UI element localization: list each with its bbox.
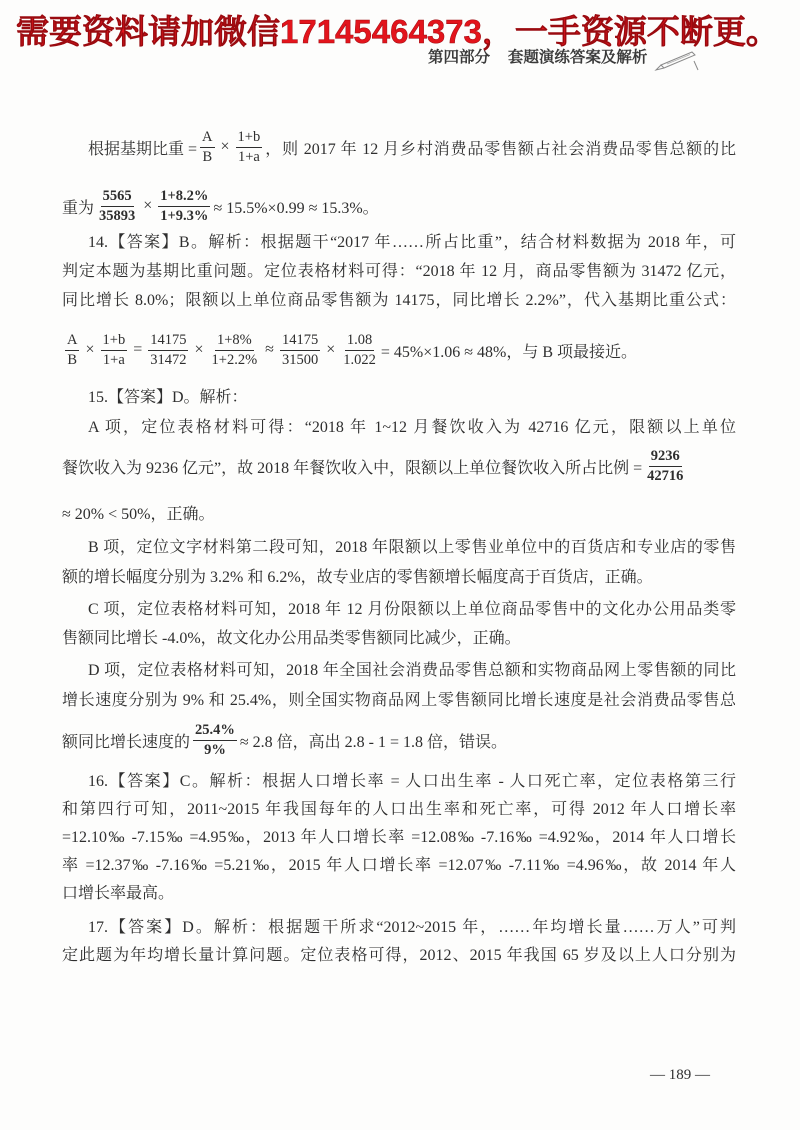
intro-line-2 [62,186,379,226]
fraction [148,332,188,369]
operator: × [326,341,336,358]
operator: × [85,341,95,358]
page-number: — 189 — [650,1067,710,1083]
fraction-denominator: B [202,148,213,165]
q15-heading: 15.【答案】D。解析： [88,389,248,406]
fraction-numerator: 9236 [649,448,682,467]
q14-text-line: 判定本题为基期比重问题。定位表格材料可得：“2018 年 12 月，商品零售额为 31472 亿元， [62,263,736,280]
q15-option-a-formula-line [62,446,688,486]
fraction-numerator: 1.08 [345,332,374,351]
q15-option-b-line: 额的增长幅度分别为 3.2% 和 6.2%，故专业店的零售额增长幅度高于百货店，正确。 [62,569,653,586]
fraction-denominator: 1+2.2% [211,351,258,368]
fraction-denominator: 1+9.3% [160,207,209,224]
operator: = [133,341,143,358]
fraction-numerator: 1+8.2% [158,188,210,207]
fraction [200,129,214,166]
q16-text-line: 和第四行可知，2011~2015 年我国每年的人口出生率和死亡率，可得 2012 年人口增长率 [62,801,736,818]
watermark-banner: 需要资料请加微信17145464373，一手资源不断更。 [16,13,779,50]
fraction-denominator: 31500 [281,351,319,368]
operator: × [220,138,230,155]
fraction-numerator: A [200,129,214,148]
operator: ≈ [265,341,274,358]
q17-text-line: 定此题为年均增长量计算问题。定位表格可得，2012、2015 年我国 65 岁及以上人口分别为 [62,947,736,964]
fraction-numerator: 14175 [148,332,188,351]
fraction-numerator: 1+b [236,129,263,148]
q15-option-d-line: D 项，定位表格材料可知，2018 年全国社会消费品零售总额和实物商品网上零售额的同比 [88,662,736,679]
fraction [158,188,210,225]
fraction-numerator: A [65,332,79,351]
fraction-denominator: 35893 [99,207,136,224]
q15-option-a-line: ≈ 20% < 50%，正确。 [62,506,215,523]
q16-text-line: =12.10‰ -7.15‰ =4.95‰，2013 年人口增长率 =12.08‰ -7.16‰ =4.92‰，2014 年人口增长 [62,829,736,846]
q15-option-d-line: 增长速度分别为 9% 和 25.4%，则全国实物商品网上零售额同比增长速度是社会消费品零售总 [62,692,736,709]
fraction [65,332,79,369]
fraction-denominator: 42716 [647,467,684,484]
fraction-denominator: 31472 [150,351,187,368]
fraction-denominator: 1.022 [343,351,376,368]
running-head-part: 第四部分 [428,49,491,66]
q17-text-line: 17.【答案】D。解析：根据题干所求“2012~2015 年，……年均增长量……万人”可判 [88,919,736,936]
q14-text-line: 14.【答案】B。解析：根据题干“2017 年……所占比重”，结合材料数据为 2018 年，可 [88,234,736,251]
fraction-numerator: 5565 [101,188,134,207]
intro-tail-text: ≈ 15.5%×0.99 ≈ 15.3%。 [213,199,379,217]
intro-tail-text: ，则 2017 年 12 月乡村消费品零售额占社会消费品零售总额的比 [265,140,736,158]
fraction [341,332,378,369]
q14-formula-line [62,330,637,370]
fraction-denominator: B [67,351,78,368]
running-head-title: 套题演练答案及解析 [507,49,648,66]
q15-option-d-text: ≈ 2.8 倍，高出 2.8 - 1 = 1.8 倍，错误。 [239,733,508,751]
intro-line-1 [88,127,736,167]
fraction [101,332,128,369]
q16-text-line: 口增长率最高。 [62,885,175,902]
intro-lead-text: 重为 [62,199,95,217]
q15-option-c-line: C 项，定位表格材料可知，2018 年 12 月份限额以上单位商品零售中的文化办公用品类零 [88,601,736,618]
fraction [210,332,260,369]
q15-option-b-line: B 项，定位文字材料第二段可知，2018 年限额以上零售业单位中的百货店和专业店的零售 [88,539,736,556]
q16-text-line: 16.【答案】C。解析：根据人口增长率 = 人口出生率 - 人口死亡率，定位表格第三行 [88,773,736,790]
q16-text-line: 率 =12.37‰ -7.16‰ =5.21‰，2015 年人口增长率 =12.07‰ -7.11‰ =4.96‰，故 2014 年人 [62,857,736,874]
fraction-denominator: 1+a [237,148,260,165]
q14-text-line: 同比增长 8.0%；限额以上单位商品零售额为 14175，同比增长 2.2%”，代入基期比重公式： [62,292,736,309]
q15-option-a-text: 餐饮收入为 9236 亿元”，故 2018 年餐饮收入中，限额以上单位餐饮收入所占比例 = [62,459,643,477]
fraction [193,722,237,759]
fraction-denominator: 9% [204,741,226,758]
q15-option-d-formula-line [62,720,507,760]
q14-formula-tail: = 45%×1.06 ≈ 48%，与 B 项最接近。 [380,343,638,361]
fraction-numerator: 14175 [280,332,320,351]
operator: × [194,341,204,358]
fraction [236,129,263,166]
operator: × [143,197,153,214]
q15-option-a-line: A 项，定位表格材料可得：“2018 年 1~12 月餐饮收入为 42716 亿元，限额以上单位 [88,419,736,436]
fraction [280,332,320,369]
fraction [645,448,685,485]
fraction-numerator: 25.4% [193,722,237,741]
q15-option-c-line: 售额同比增长 -4.0%，故文化办公用品类零售额同比减少，正确。 [62,630,521,647]
fraction-denominator: 1+a [102,351,125,368]
fraction [97,188,137,225]
intro-lead-text: 根据基期比重 = [88,140,198,158]
q15-option-d-text: 额同比增长速度的 [62,733,191,751]
fraction-numerator: 1+8% [215,332,254,351]
fraction-numerator: 1+b [101,332,128,351]
